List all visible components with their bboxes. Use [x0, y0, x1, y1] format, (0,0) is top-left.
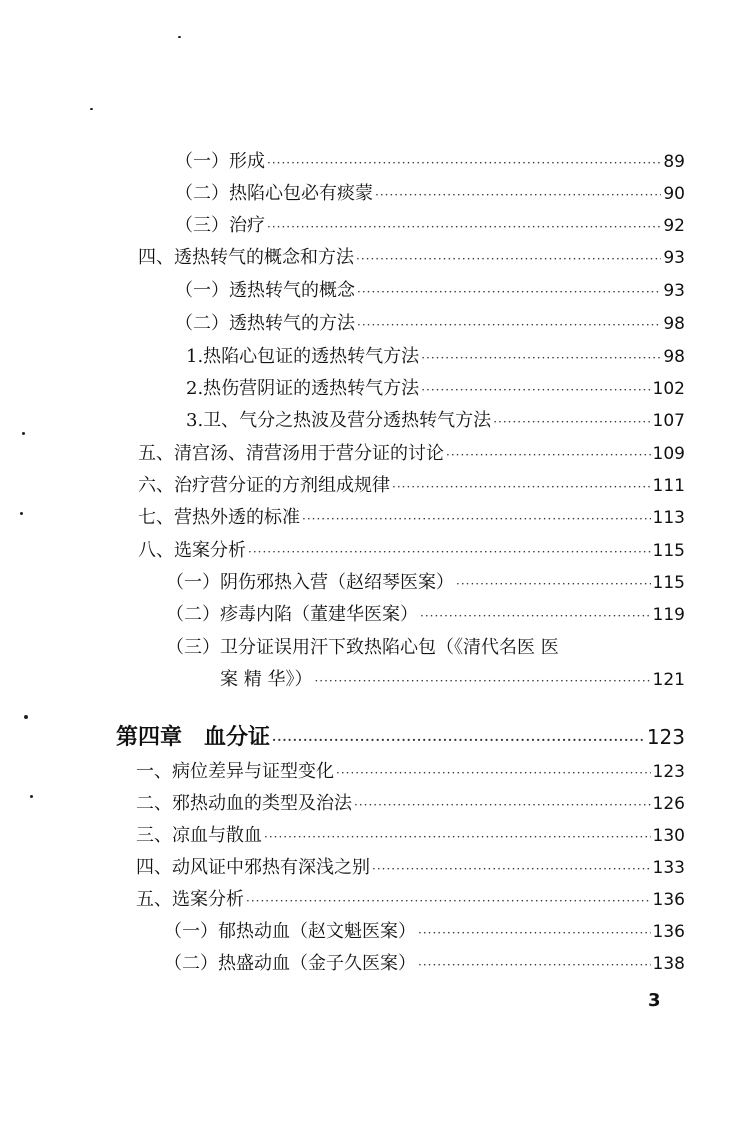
leader-dots — [392, 475, 651, 499]
chapter-title: 第四章 血分证 — [116, 724, 271, 750]
leader-dots — [248, 540, 651, 564]
leader-dots — [314, 669, 650, 693]
chapter-page: 123 — [646, 725, 685, 749]
toc-entry-label: 五、清宫汤、清营汤用于营分证的讨论 — [138, 443, 444, 464]
toc-entry-page: 107 — [652, 411, 685, 431]
toc-entry — [175, 150, 685, 175]
toc-entry-page: 98 — [663, 347, 685, 367]
toc-entry-page: 121 — [652, 670, 685, 690]
page-number: 3 — [648, 990, 661, 1011]
toc-entry-label: 三、凉血与散血 — [136, 825, 262, 846]
toc-entry-label: 案 精 华》） — [220, 669, 313, 690]
toc-entry-page: 89 — [663, 152, 685, 172]
leader-dots — [357, 280, 661, 304]
toc-entry — [138, 442, 685, 467]
toc-entry-page: 93 — [663, 248, 685, 268]
toc-entry-page: 123 — [652, 762, 685, 782]
leader-dots — [418, 953, 651, 977]
toc-entry-page: 93 — [663, 281, 685, 301]
leader-dots — [418, 921, 651, 945]
leader-dots — [302, 507, 651, 531]
toc-entry — [186, 377, 685, 402]
leader-dots — [357, 313, 661, 337]
toc-entry-label: （二）热陷心包必有痰蒙 — [175, 183, 373, 204]
toc-entry — [138, 246, 685, 271]
toc-entry-page: 109 — [652, 444, 685, 464]
toc-entry-label: （三）治疗 — [175, 215, 265, 236]
toc-entry — [186, 345, 685, 370]
leader-dots — [421, 378, 650, 402]
toc-entry-label: （二）疹毒内陷（董建华医案） — [166, 604, 418, 625]
toc-entry-label: 1.热陷心包证的透热转气方法 — [186, 346, 420, 367]
toc-entry-label: （二）透热转气的方法 — [175, 313, 355, 334]
toc-entry-page: 126 — [652, 794, 685, 814]
toc-entry — [164, 920, 685, 945]
toc-entry — [175, 182, 685, 207]
toc-entry-page: 113 — [652, 508, 685, 528]
toc-entry-page: 98 — [663, 314, 685, 334]
toc-entry-label: 2.热伤营阴证的透热转气方法 — [186, 378, 420, 399]
leader-dots — [336, 761, 651, 785]
toc-entry — [166, 571, 685, 596]
toc-entry-label: （一）阴伤邪热入营（赵绍琴医案） — [166, 572, 454, 593]
toc-entry-label: （一）形成 — [175, 151, 265, 172]
toc-entry-page: 90 — [663, 184, 685, 204]
toc-entry — [166, 603, 685, 628]
toc-entry — [136, 856, 685, 881]
leader-dots — [421, 346, 661, 370]
toc-entry-label: 二、邪热动血的类型及治法 — [136, 793, 352, 814]
toc-entry-label: 五、选案分析 — [136, 889, 244, 910]
toc-entry-label: （三）卫分证误用汗下致热陷心包（《清代名医 医 — [166, 637, 559, 658]
toc-entry — [136, 792, 685, 817]
toc-entry-label: 四、透热转气的概念和方法 — [138, 247, 354, 268]
leader-dots — [267, 151, 661, 175]
leader-dots — [420, 604, 651, 628]
toc-entry-label: 3.卫、气分之热波及营分透热转气方法 — [186, 410, 492, 431]
toc-entry-label: 六、治疗营分证的方剂组成规律 — [138, 475, 390, 496]
toc-entry — [175, 214, 685, 239]
leader-dots — [375, 183, 661, 207]
leader-dots — [446, 443, 651, 467]
chapter-heading — [116, 723, 685, 754]
toc-entry-page: 130 — [652, 826, 685, 846]
leader-dots — [356, 247, 661, 271]
toc-entry-page: 136 — [652, 922, 685, 942]
toc-entry-page: 133 — [652, 858, 685, 878]
leader-dots — [456, 572, 651, 596]
toc-entry-page: 115 — [652, 541, 685, 561]
toc-entry-page: 136 — [652, 890, 685, 910]
leader-dots — [267, 215, 661, 239]
toc-entry-label: （一）郁热动血（赵文魁医案） — [164, 921, 416, 942]
leader-dots — [264, 825, 651, 849]
toc-entry-page: 111 — [652, 476, 685, 496]
toc-entry-label: （一）透热转气的概念 — [175, 280, 355, 301]
toc-entry-page: 102 — [652, 379, 685, 399]
toc-entry-page: 138 — [652, 954, 685, 974]
leader-dots — [246, 889, 651, 913]
toc-entry — [138, 539, 685, 564]
toc-entry — [136, 760, 685, 785]
leader-dots — [372, 857, 651, 881]
toc-entry — [136, 888, 685, 913]
toc-entry-page: 92 — [663, 216, 685, 236]
toc-entry — [186, 409, 685, 434]
toc-entry-label: （二）热盛动血（金子久医案） — [164, 953, 416, 974]
leader-dots — [272, 726, 645, 754]
toc-entry — [220, 668, 685, 693]
toc-entry-page: 119 — [652, 605, 685, 625]
toc-entry-label: 一、病位差异与证型变化 — [136, 761, 334, 782]
toc-entry — [175, 279, 685, 304]
toc-entry-label: 八、选案分析 — [138, 540, 246, 561]
toc-entry — [138, 474, 685, 499]
toc-entry-label: 四、动风证中邪热有深浅之别 — [136, 857, 370, 878]
toc-entry-label: 七、营热外透的标准 — [138, 507, 300, 528]
toc-entry — [138, 506, 685, 531]
toc-entry-page: 115 — [652, 573, 685, 593]
leader-dots — [493, 410, 650, 434]
toc-entry — [164, 952, 685, 977]
toc-entry — [175, 312, 685, 337]
toc-entry — [136, 824, 685, 849]
leader-dots — [354, 793, 651, 817]
